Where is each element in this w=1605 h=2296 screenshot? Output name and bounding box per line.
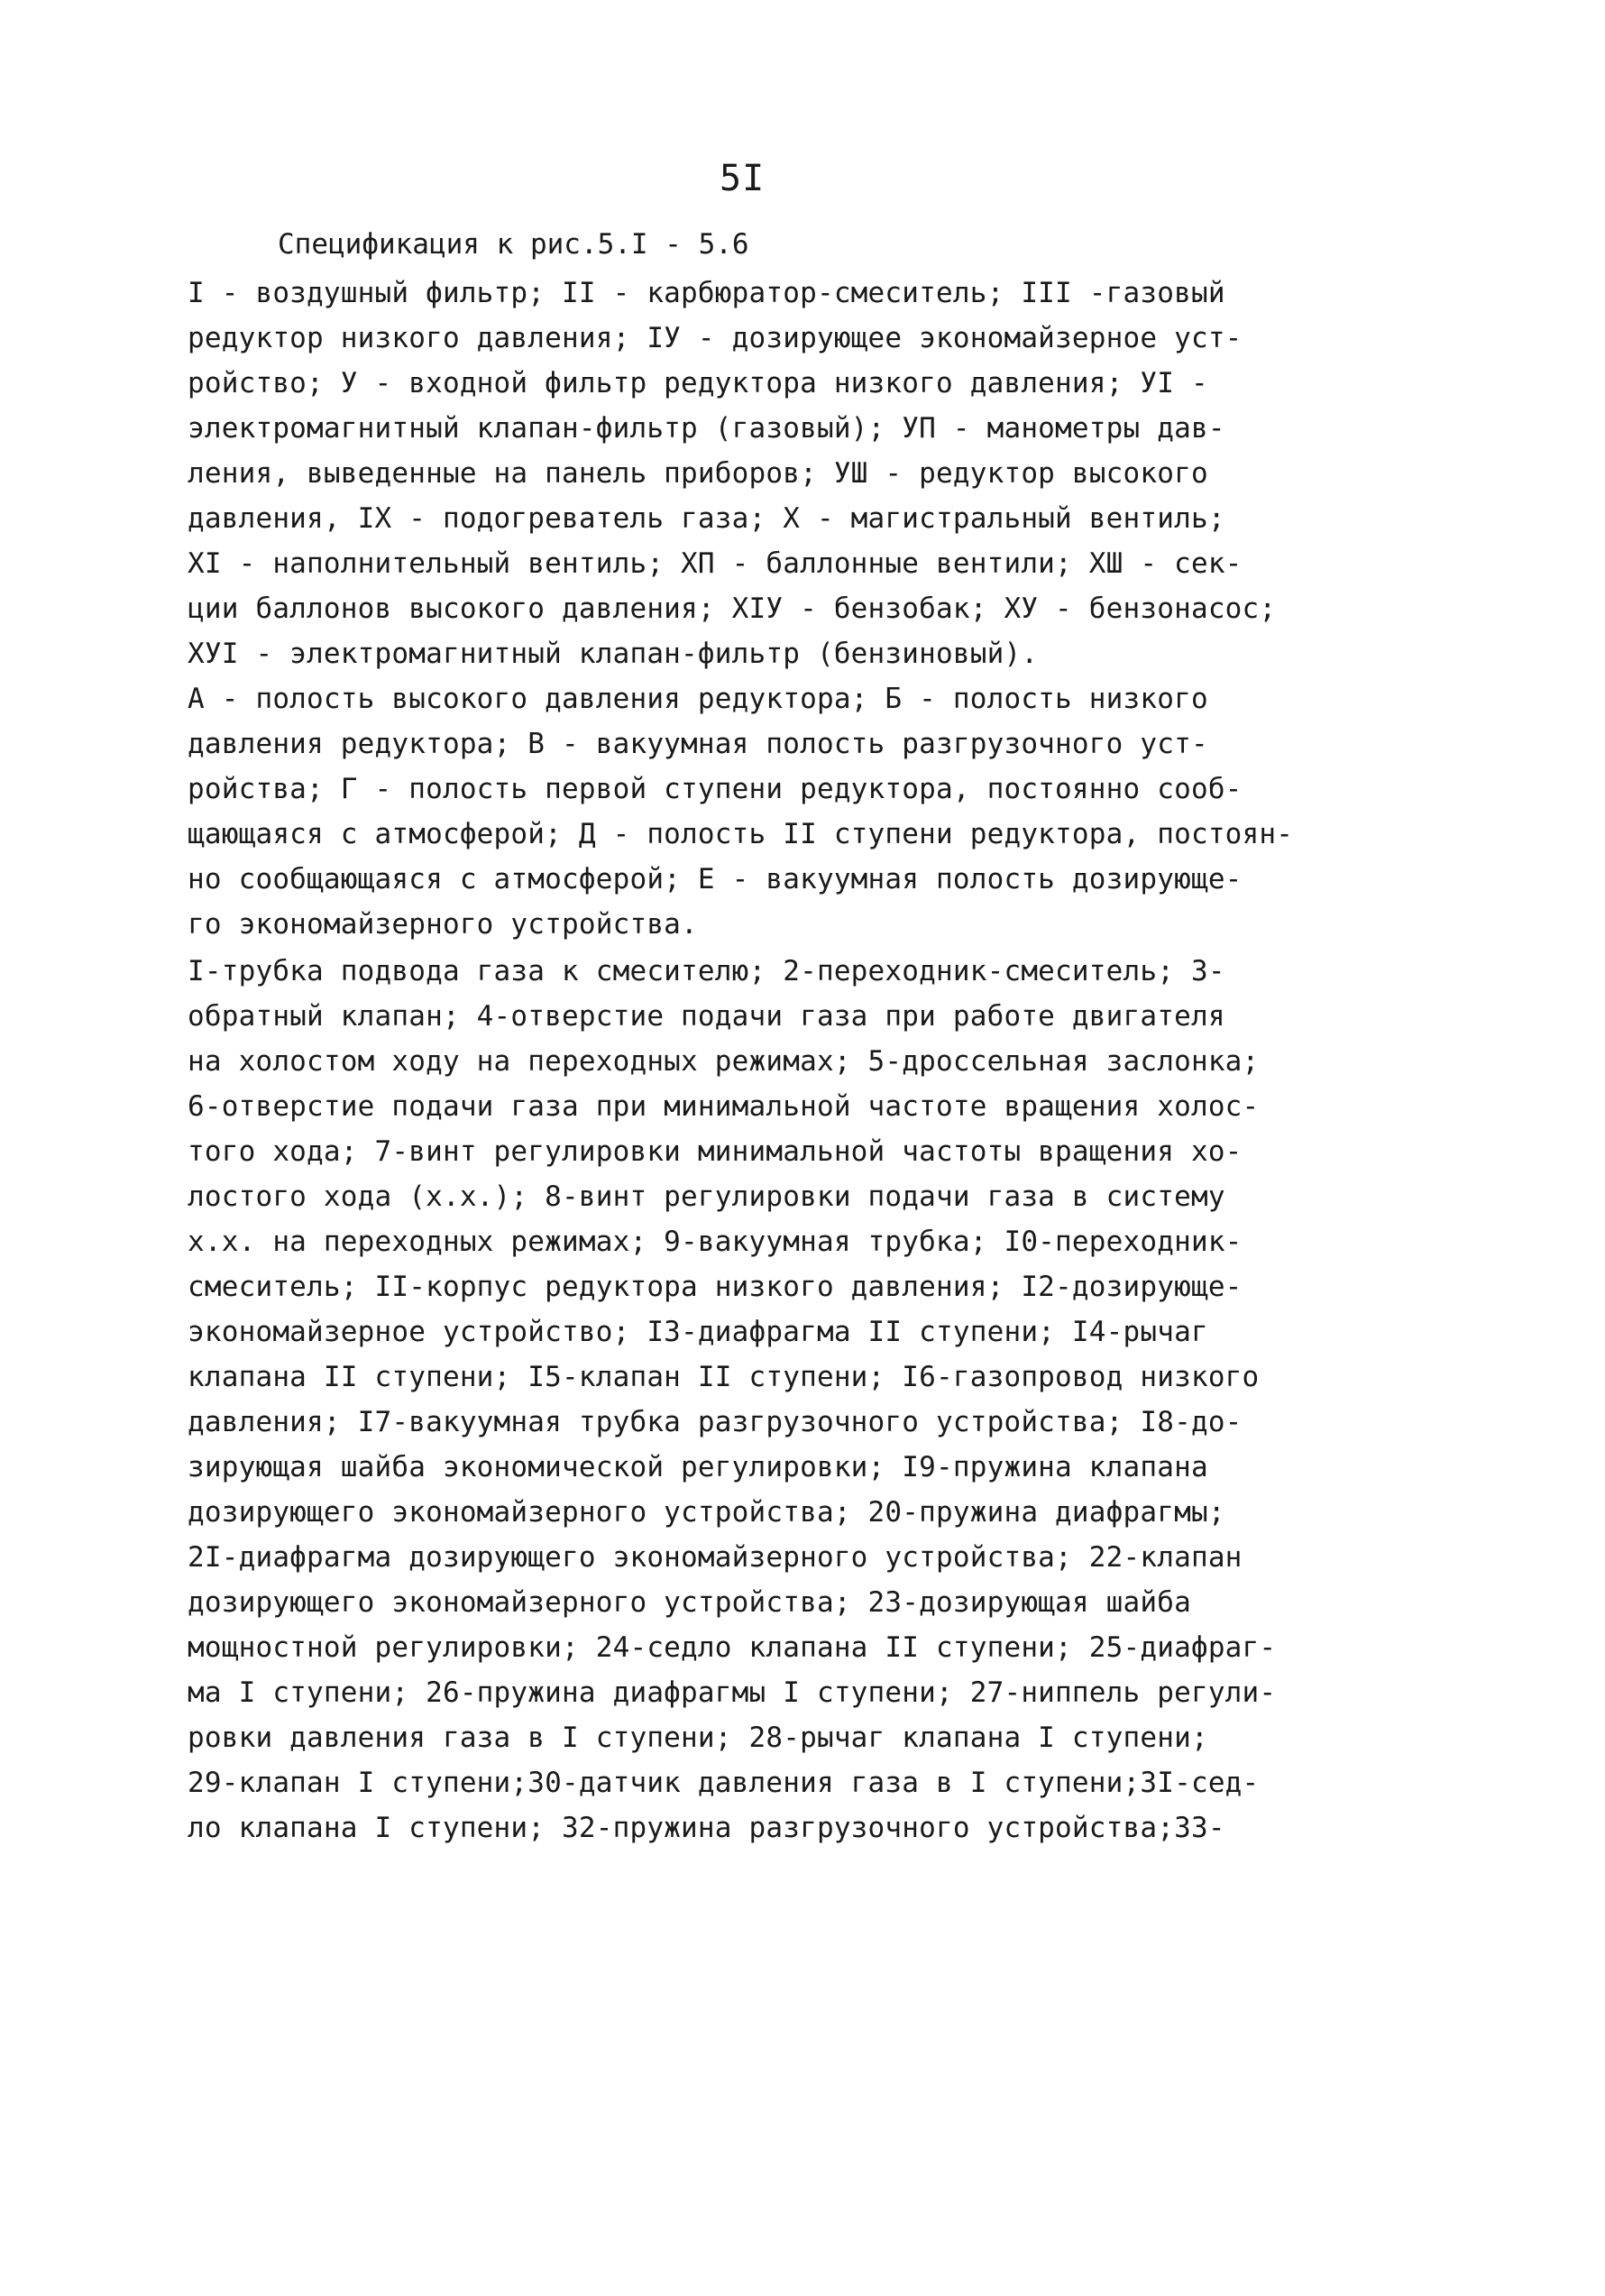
text-line: ройства; Г - полость первой ступени редуктора, постоянно сооб- bbox=[188, 773, 1243, 805]
text-line: но сообщающаяся с атмосферой; Е - вакуумная полость дозирующе- bbox=[188, 863, 1243, 895]
text-line: дозирующего экономайзерного устройства; 23-дозирующая шайба bbox=[188, 1586, 1191, 1619]
text-line: ровки давления газа в I ступени; 28-рычаг клапана I ступени; bbox=[188, 1722, 1208, 1754]
text-line: того хода; 7-винт регулировки минимальной частоты вращения хо- bbox=[188, 1135, 1243, 1168]
text-line: 6-отверстие подачи газа при минимальной частоте вращения холос- bbox=[188, 1090, 1260, 1123]
text-line: XI - наполнительный вентиль; XП - баллонные вентили; XШ - сек- bbox=[188, 547, 1243, 580]
text-line: давления, IX - подогреватель газа; X - магистральный вентиль; bbox=[188, 502, 1225, 535]
text-line: I - воздушный фильтр; II - карбюратор-смеситель; III -газовый bbox=[188, 277, 1225, 309]
text-line: обратный клапан; 4-отверстие подачи газа при работе двигателя bbox=[188, 1000, 1225, 1033]
text-line: щающаяся с атмосферой; Д - полость II ступени редуктора, постоян- bbox=[188, 818, 1294, 850]
text-line: давления редуктора; В - вакуумная полость разгрузочного уст- bbox=[188, 728, 1208, 760]
text-line: мощностной регулировки; 24-седло клапана II ступени; 25-диафраг- bbox=[188, 1631, 1277, 1664]
text-line: А - полость высокого давления редуктора; Б - полость низкого bbox=[188, 683, 1208, 715]
text-line: смеситель; II-корпус редуктора низкого давления; I2-дозирующе- bbox=[188, 1271, 1243, 1303]
text-line: ройство; У - входной фильтр редуктора низкого давления; УI - bbox=[188, 367, 1208, 400]
text-line: ции баллонов высокого давления; XIУ - бензобак; XУ - бензонасос; bbox=[188, 592, 1277, 625]
text-line: ло клапана I ступени; 32-пружина разгрузочного устройства;33- bbox=[188, 1812, 1225, 1844]
text-line: XУI - электромагнитный клапан-фильтр (бензиновый). bbox=[188, 638, 1039, 670]
text-line: лостого хода (х.х.); 8-винт регулировки подачи газа в систему bbox=[188, 1180, 1225, 1213]
text-line: дозирующего экономайзерного устройства; 20-пружина диафрагмы; bbox=[188, 1496, 1225, 1529]
text-line: электромагнитный клапан-фильтр (газовый); УП - манометры дав- bbox=[188, 412, 1225, 445]
text-line: клапана II ступени; I5-клапан II ступени; I6-газопровод низкого bbox=[188, 1361, 1260, 1393]
text-line: на холостом ходу на переходных режимах; 5-дроссельная заслонка; bbox=[188, 1045, 1260, 1078]
text-line: 2I-диафрагма дозирующего экономайзерного устройства; 22-клапан bbox=[188, 1541, 1243, 1574]
text-line: редуктор низкого давления; IУ - дозирующее экономайзерное уст- bbox=[188, 322, 1243, 354]
text-line: ма I ступени; 26-пружина диафрагмы I ступени; 27-ниппель регули- bbox=[188, 1676, 1277, 1709]
text-line: 29-клапан I ступени;30-датчик давления газа в I ступени;3I-сед- bbox=[188, 1767, 1260, 1799]
text-line: экономайзерное устройство; I3-диафрагма II ступени; I4-рычаг bbox=[188, 1316, 1208, 1348]
text-line: х.х. на переходных режимах; 9-вакуумная трубка; I0-переходник- bbox=[188, 1226, 1243, 1258]
text-line: го экономайзерного устройства. bbox=[188, 908, 698, 941]
text-line: давления; I7-вакуумная трубка разгрузочного устройства; I8-до- bbox=[188, 1406, 1243, 1438]
text-line: I-трубка подвода газа к смесителю; 2-переходник-смеситель; 3- bbox=[188, 955, 1225, 987]
text-line: ления, выведенные на панель приборов; УШ - редуктор высокого bbox=[188, 457, 1208, 490]
page-number: 5I bbox=[720, 158, 766, 199]
text-line: зирующая шайба экономической регулировки; I9-пружина клапана bbox=[188, 1451, 1208, 1483]
specification-title: Спецификация к рис.5.I - 5.6 bbox=[278, 228, 749, 261]
